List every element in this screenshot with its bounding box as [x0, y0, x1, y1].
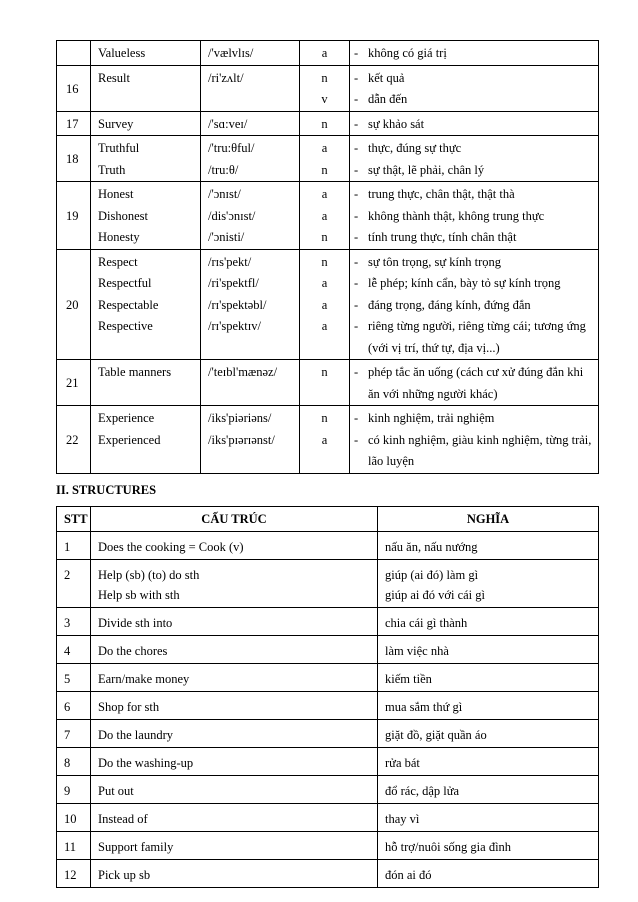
vocab-meaning-cell	[350, 360, 599, 406]
vocab-meaning-text: (với vị trí, thứ tự, địa vị...)	[368, 340, 500, 355]
structure-stt: 7	[57, 720, 91, 748]
structures-header-row	[57, 507, 599, 532]
structure-text: Does the cooking = Cook (v)	[98, 540, 244, 554]
vocab-meaning-text: kinh nghiệm, trải nghiệm	[368, 411, 495, 425]
vocab-meaning	[350, 89, 592, 111]
meaning-cell	[378, 804, 599, 832]
structure-cell	[91, 636, 378, 664]
vocab-meaning-text: sự khảo sát	[368, 116, 425, 131]
vocab-meaning-cell	[350, 182, 599, 250]
vocab-ipa-cell	[201, 136, 300, 182]
dash-bullet: -	[354, 432, 359, 447]
vocab-word: Honesty	[98, 230, 140, 244]
table-row	[57, 608, 599, 636]
structure-text: Help (sb) (to) do sth	[98, 568, 200, 582]
vocab-pos: n	[321, 162, 328, 177]
meaning-text: giúp (ai đó) làm gì	[385, 568, 479, 582]
vocab-pos: a	[321, 208, 328, 223]
meaning-cell	[378, 608, 599, 636]
vocab-word: Dishonest	[98, 208, 148, 223]
vocab-ipa-cell	[201, 406, 300, 474]
vocab-words	[91, 65, 201, 111]
vocab-meaning	[350, 252, 592, 274]
vocab-ipa: /rɪ'spektəbl/	[208, 297, 267, 312]
meaning-cell	[378, 636, 599, 664]
meaning-cell	[378, 560, 599, 608]
vocab-ipa: /rɪs'pekt/	[208, 254, 252, 269]
vocab-pos: n	[321, 70, 328, 85]
vocabulary-table-body	[57, 41, 599, 474]
dash-bullet: -	[354, 365, 359, 379]
dash-bullet: -	[354, 46, 359, 60]
structure-cell	[91, 804, 378, 832]
meaning-text: đổ rác, dập lửa	[385, 784, 460, 798]
vocab-pos: n	[321, 365, 328, 379]
structure-stt: 2	[57, 560, 91, 608]
dash-bullet	[350, 338, 368, 360]
vocab-word: Survey	[98, 116, 134, 131]
vocab-meaning-text: sự thật, lẽ phải, chân lý	[368, 162, 485, 177]
structure-stt: 12	[57, 860, 91, 888]
vocab-meaning-cell	[350, 406, 599, 474]
meaning-cell	[378, 664, 599, 692]
vocab-meaning	[350, 295, 592, 317]
vocab-meaning	[350, 430, 592, 452]
vocab-ipa: /ri'zʌlt/	[208, 70, 244, 85]
vocab-meaning-text: tính trung thực, tính chân thật	[368, 230, 517, 244]
vocab-pos-cell	[300, 406, 350, 474]
structure-text: Pick up sb	[98, 868, 151, 882]
table-row	[57, 720, 599, 748]
vocab-ipa-cell	[201, 360, 300, 406]
header-meaning: NGHĨA	[378, 507, 599, 532]
table-row	[57, 636, 599, 664]
dash-bullet	[350, 384, 368, 406]
vocab-words	[91, 360, 201, 406]
vocab-pos-cell	[300, 360, 350, 406]
dash-bullet: -	[354, 254, 359, 269]
dash-bullet: -	[354, 319, 359, 333]
structure-cell	[91, 720, 378, 748]
vocab-meaning-text: trung thực, chân thật, thật thà	[368, 187, 515, 201]
table-row	[57, 560, 599, 608]
vocab-stt: 18	[57, 136, 91, 182]
meaning-text: kiếm tiền	[385, 672, 432, 686]
vocab-words	[91, 136, 201, 182]
vocab-meaning	[350, 338, 592, 360]
meaning-cell	[378, 692, 599, 720]
vocab-row	[57, 249, 599, 360]
vocab-pos-cell	[300, 249, 350, 360]
vocab-stt: 17	[57, 111, 91, 136]
table-row	[57, 664, 599, 692]
vocab-pos: a	[321, 46, 328, 60]
table-row	[57, 776, 599, 804]
vocab-pos-cell	[300, 111, 350, 136]
structure-text: Do the chores	[98, 644, 168, 658]
vocab-ipa: /iks'piəriəns/	[208, 411, 272, 425]
vocab-row	[57, 65, 599, 111]
meaning-cell	[378, 860, 599, 888]
vocab-ipa: /dis'ɔnɪst/	[208, 208, 256, 223]
vocab-word: Valueless	[98, 46, 146, 60]
vocab-meaning-cell	[350, 136, 599, 182]
vocab-word: Respectable	[98, 297, 159, 312]
vocab-stt: 19	[57, 182, 91, 250]
vocab-word: Table manners	[98, 365, 172, 379]
vocab-meaning	[350, 316, 592, 338]
vocab-ipa: /iks'pɪərɪənst/	[208, 432, 275, 447]
dash-bullet: -	[354, 141, 359, 155]
structure-text: Support family	[98, 840, 174, 854]
vocab-meaning-text: không có giá trị	[368, 46, 447, 60]
structures-table	[56, 506, 599, 888]
vocab-word: Respectful	[98, 276, 152, 290]
vocab-pos: a	[321, 276, 328, 290]
vocab-pos: a	[321, 141, 328, 155]
vocab-word: Truthful	[98, 141, 140, 155]
vocab-ipa-cell	[201, 111, 300, 136]
meaning-text: chia cái gì thành	[385, 616, 468, 630]
vocab-meaning-text: dẫn đến	[368, 92, 408, 106]
table-row	[57, 692, 599, 720]
vocab-meaning	[350, 227, 592, 249]
structure-stt: 10	[57, 804, 91, 832]
vocab-meaning-text: sự tôn trọng, sự kính trọng	[368, 254, 501, 269]
meaning-text: hỗ trợ/nuôi sống gia đình	[385, 840, 512, 854]
structure-text: Earn/make money	[98, 672, 190, 686]
vocab-ipa: /tru:θ/	[208, 162, 239, 177]
meaning-text: đón ai đó	[385, 868, 432, 882]
vocab-row	[57, 136, 599, 182]
table-row	[57, 860, 599, 888]
structure-stt: 8	[57, 748, 91, 776]
vocab-pos-cell	[300, 41, 350, 66]
vocab-meaning	[350, 43, 592, 65]
vocab-meaning	[350, 68, 592, 90]
vocab-stt: 16	[57, 65, 91, 111]
vocab-meaning-text: lão luyện	[368, 454, 415, 468]
structure-stt: 11	[57, 832, 91, 860]
meaning-text: giặt đồ, giặt quần áo	[385, 728, 487, 742]
vocab-row	[57, 41, 599, 66]
vocab-ipa-cell	[201, 41, 300, 66]
vocab-meaning	[350, 362, 592, 384]
meaning-cell	[378, 776, 599, 804]
vocab-pos-cell	[300, 182, 350, 250]
dash-bullet: -	[354, 297, 359, 312]
table-row	[57, 804, 599, 832]
structure-stt: 9	[57, 776, 91, 804]
meaning-text: làm việc nhà	[385, 644, 449, 658]
section-title: II. STRUCTURES	[56, 483, 157, 497]
vocab-ipa-cell	[201, 182, 300, 250]
vocab-word: Experience	[98, 411, 155, 425]
vocab-words	[91, 249, 201, 360]
vocab-ipa: /'ɔnɪst/	[208, 187, 241, 201]
vocab-ipa-cell	[201, 65, 300, 111]
dash-bullet: -	[354, 411, 359, 425]
structure-cell	[91, 748, 378, 776]
vocab-meaning-text: có kinh nghiệm, giàu kinh nghiệm, từng trải,	[368, 432, 592, 447]
dash-bullet: -	[354, 92, 359, 106]
vocab-word: Respect	[98, 254, 138, 269]
vocab-ipa: /'vælvlɪs/	[208, 46, 254, 60]
vocab-stt: 21	[57, 360, 91, 406]
meaning-text: thay vì	[385, 812, 420, 826]
vocab-stt: 20	[57, 249, 91, 360]
table-row	[57, 832, 599, 860]
vocab-meaning-cell	[350, 65, 599, 111]
vocab-pos: n	[321, 411, 328, 425]
structure-cell	[91, 664, 378, 692]
structure-cell	[91, 608, 378, 636]
vocab-meaning-text: lễ phép; kính cẩn, bày tỏ sự kính trọng	[368, 276, 561, 290]
vocab-words	[91, 406, 201, 474]
vocab-pos: v	[321, 92, 328, 106]
dash-bullet: -	[354, 276, 359, 290]
structure-cell	[91, 692, 378, 720]
dash-bullet	[350, 451, 368, 473]
structure-text: Help sb with sth	[98, 588, 180, 602]
structure-cell	[91, 532, 378, 560]
meaning-text: giúp ai đó với cái gì	[385, 588, 485, 602]
vocab-pos: a	[321, 432, 328, 447]
vocab-pos: a	[321, 187, 328, 201]
structure-text: Put out	[98, 784, 134, 798]
vocab-meaning	[350, 273, 592, 295]
vocab-meaning	[350, 114, 592, 136]
vocab-meaning-cell	[350, 249, 599, 360]
vocab-pos: n	[321, 116, 328, 131]
vocab-words	[91, 182, 201, 250]
structure-cell	[91, 860, 378, 888]
meaning-text: rửa bát	[385, 756, 420, 770]
structure-text: Do the laundry	[98, 728, 173, 742]
vocab-stt: 22	[57, 406, 91, 474]
vocab-meaning-text: không thành thật, không trung thực	[368, 208, 545, 223]
vocabulary-table	[56, 40, 599, 474]
vocab-meaning	[350, 408, 592, 430]
vocab-meaning-text: đáng trọng, đáng kính, đứng đắn	[368, 297, 531, 312]
structure-stt: 6	[57, 692, 91, 720]
meaning-cell	[378, 532, 599, 560]
structures-table-body	[57, 532, 599, 888]
dash-bullet: -	[354, 116, 359, 131]
table-row	[57, 532, 599, 560]
vocab-row	[57, 360, 599, 406]
vocab-words	[91, 41, 201, 66]
meaning-cell	[378, 832, 599, 860]
structure-stt: 4	[57, 636, 91, 664]
vocab-meaning	[350, 138, 592, 160]
vocab-meaning-text: thực, đúng sự thực	[368, 141, 462, 155]
vocab-meaning	[350, 184, 592, 206]
dash-bullet: -	[354, 230, 359, 244]
structure-text: Instead of	[98, 812, 148, 826]
vocab-ipa: /'teɪbl'mænəz/	[208, 365, 278, 379]
vocab-pos-cell	[300, 136, 350, 182]
vocab-meaning	[350, 160, 592, 182]
vocab-row	[57, 406, 599, 474]
meaning-cell	[378, 748, 599, 776]
meaning-text: nấu ăn, nấu nướng	[385, 540, 478, 554]
vocab-meaning-cell	[350, 41, 599, 66]
vocab-word: Experienced	[98, 432, 161, 447]
structure-text: Shop for sth	[98, 700, 160, 714]
vocab-word: Respective	[98, 319, 153, 333]
vocab-words	[91, 111, 201, 136]
dash-bullet: -	[354, 162, 359, 177]
vocab-word: Result	[98, 70, 130, 85]
dash-bullet: -	[354, 208, 359, 223]
vocab-meaning	[350, 206, 592, 228]
dash-bullet: -	[354, 70, 359, 85]
vocab-ipa: /'tru:θful/	[208, 141, 255, 155]
structure-cell	[91, 776, 378, 804]
structure-stt: 1	[57, 532, 91, 560]
table-row	[57, 748, 599, 776]
vocab-row	[57, 182, 599, 250]
header-stt: STT	[57, 507, 91, 532]
vocab-meaning	[350, 451, 592, 473]
vocab-pos: n	[321, 254, 328, 269]
vocab-meaning-cell	[350, 111, 599, 136]
vocab-ipa: /'ɔnisti/	[208, 230, 245, 244]
vocab-pos: a	[321, 297, 328, 312]
vocab-meaning-text: riêng từng người, riêng từng cái; tương ứng	[368, 319, 586, 333]
dash-bullet: -	[354, 187, 359, 201]
vocab-ipa: /'sɑ:veɪ/	[208, 116, 248, 131]
meaning-text: mua sắm thứ gì	[385, 700, 463, 714]
structure-stt: 3	[57, 608, 91, 636]
vocab-ipa: /ri'spektfl/	[208, 276, 259, 290]
structure-cell	[91, 560, 378, 608]
vocab-ipa-cell	[201, 249, 300, 360]
vocab-pos: n	[321, 230, 328, 244]
vocab-word: Honest	[98, 187, 134, 201]
structure-text: Do the washing-up	[98, 756, 194, 770]
structure-text: Divide sth into	[98, 616, 173, 630]
vocab-meaning	[350, 384, 592, 406]
vocab-meaning-text: phép tắc ăn uống (cách cư xử đúng đắn khi	[368, 365, 584, 379]
vocab-meaning-text: ăn với những người khác)	[368, 386, 498, 401]
vocab-meaning-text: kết quả	[368, 70, 405, 85]
vocab-pos: a	[321, 319, 328, 333]
vocab-row	[57, 111, 599, 136]
header-structure: CẤU TRÚC	[91, 507, 378, 532]
vocab-pos-cell	[300, 65, 350, 111]
vocab-word: Truth	[98, 162, 126, 177]
structure-cell	[91, 832, 378, 860]
meaning-cell	[378, 720, 599, 748]
vocab-stt	[57, 41, 91, 66]
vocab-ipa: /rɪ'spektɪv/	[208, 319, 261, 333]
structure-stt: 5	[57, 664, 91, 692]
